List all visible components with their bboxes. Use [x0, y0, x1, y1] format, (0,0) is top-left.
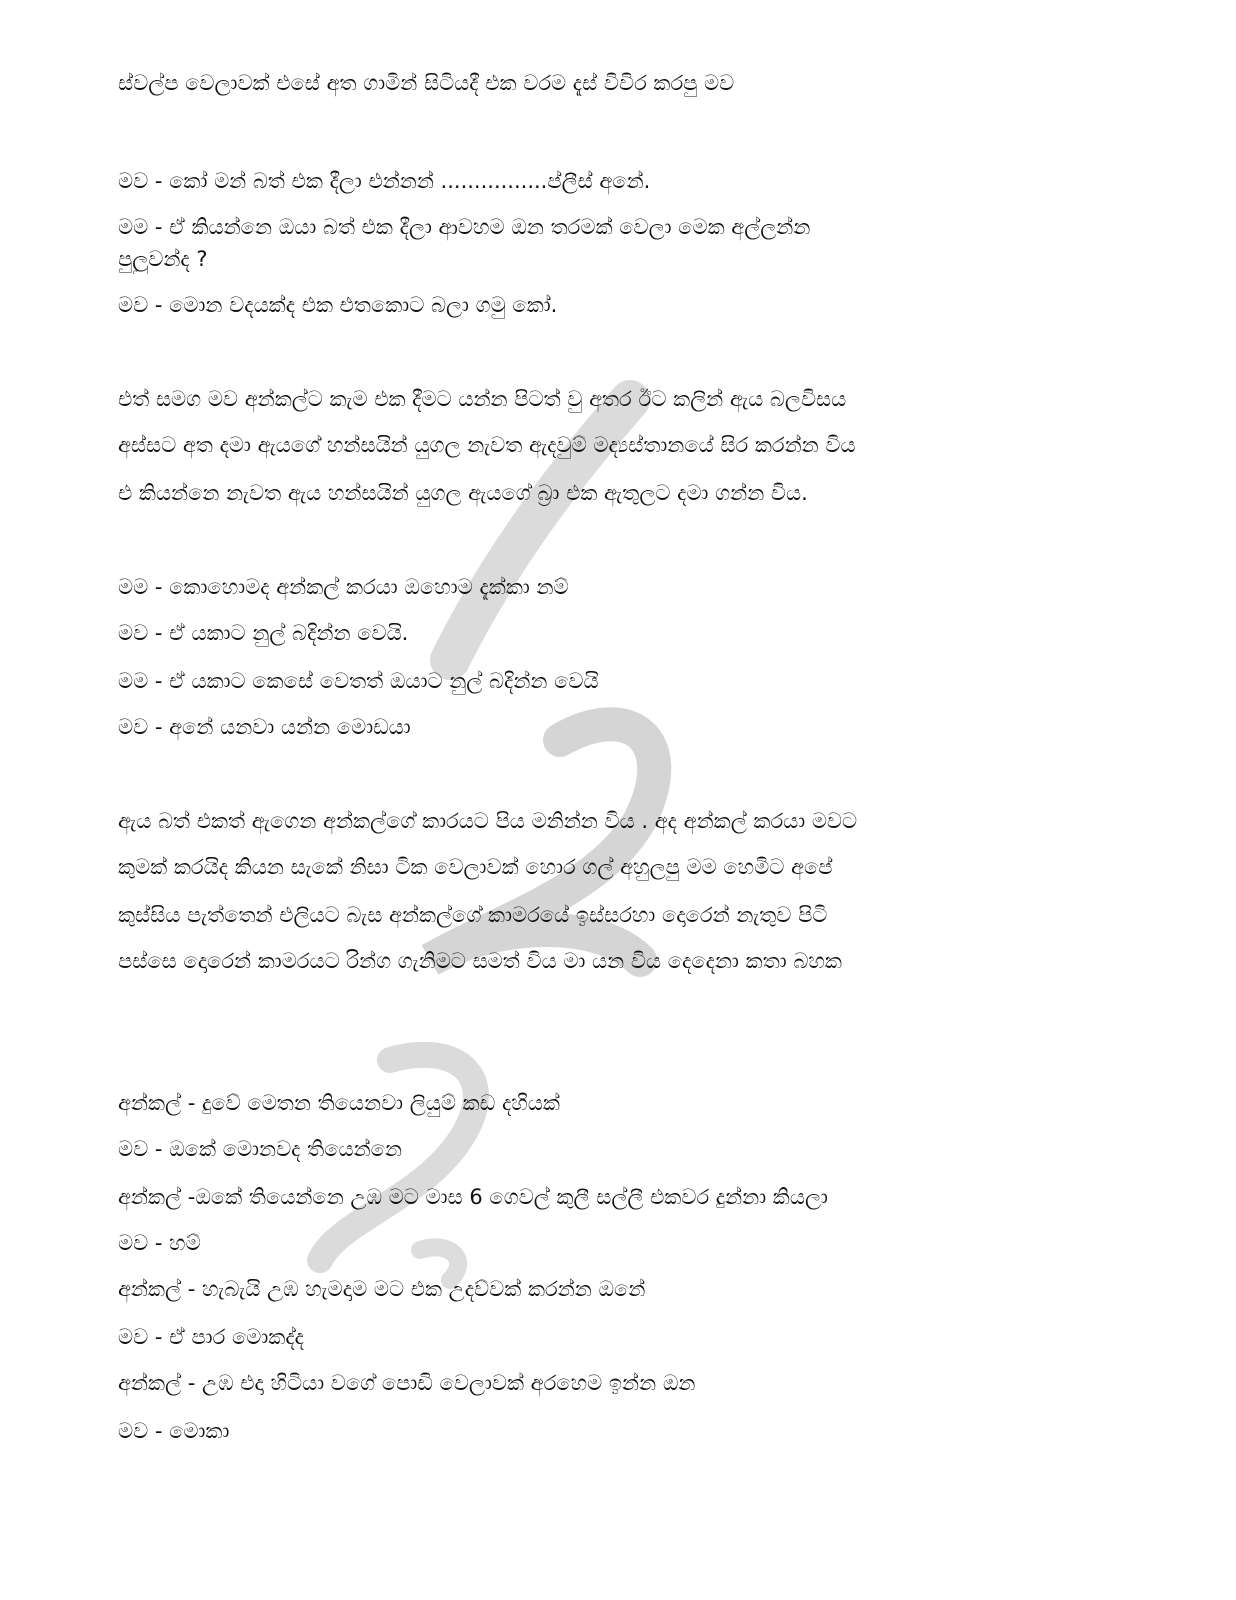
text-line-16: පස්සෙ දොරෙන් කාමරයට රින්ග ගැනිමට සමත් විය මා යන විය දෙදෙනා කතා බහක	[118, 949, 842, 973]
text-line-5: මව - මොන වදයක්ද එක එතකොට බලා ගමු කෝ.	[118, 293, 558, 317]
text-line-20: මව - හම්	[118, 1231, 201, 1255]
text-line-4: පුලුවන්ද ?	[118, 247, 208, 271]
text-line-11: මම - ඒ යකාට කෙසේ වෙතත් ඔයාට නුල් බදින්න වෙයි	[118, 669, 599, 693]
text-line-17: අන්කල් - දුවේ මෙතන තියෙනවා ලියුම් කඩ දහියක්	[118, 1091, 560, 1115]
text-line-24: මව - මොකා	[118, 1419, 230, 1443]
text-line-22: මව - ඒ පාර මොකද්ද	[118, 1325, 304, 1349]
text-line-8: එ කියන්නෙ නැවත ඇය හන්සයින් යුගල ඇයගේ බ්‍රා එක ඇතුලට දමා ගන්න විය.	[118, 481, 808, 505]
text-line-6: එත් සමග මව අන්කල්ට කැම එක දීමට යන්න පිටත් වු අතර ඊට කලින් ඇය බලවිසය	[118, 387, 847, 411]
text-line-10: මව - ඒ යකාට නුල් බදින්න වෙයි.	[118, 621, 409, 645]
text-line-7: අස්සට අත දමා ඇයගේ හන්සයින් යුගල නැවත ඇදවුම් මද්‍යස්තානයේ සිර කරන්න විය	[118, 433, 856, 457]
text-line-2: මව - කෝ මන් බත් එක දීලා එන්නන් ................ප්ලීස් අනේ.	[118, 169, 651, 193]
text-line-23: අන්කල් - උඹ එදා හිටියා වගේ පොඩි වෙලාවක් අරහෙම ඉන්න ඔන	[118, 1371, 696, 1395]
text-line-9: මම - කොහොමද අන්කල් කරයා ඔහොම දැක්කා නම්	[118, 575, 569, 599]
text-line-21: අන්කල් - හැබැයි උඹ හැමදාම මට එක උදව්වක් කරන්න ඔනේ	[118, 1277, 646, 1301]
text-line-1: ස්වල්ප වෙලාවක් එසේ අත ගාමින් සිටියදී එක වරම දැස් විවිර කරපු මව	[118, 71, 735, 95]
text-line-14: කුමක් කරයිද කියන සැකේ නිසා ටික වෙලාවක් හොර ගල් අහුලපු මම හෙමිට අපේ	[118, 855, 833, 879]
text-line-15: කුස්සිය පැත්තෙන් එලියට බැස අන්කල්ගේ කාමරයේ ඉස්සරහා දොරෙන් නැතුව පිටි	[118, 903, 828, 927]
text-line-19: අන්කල් -ඔකේ තියෙන්නෙ උඹ මට මාස 6 ගෙවල් කුලී සල්ලී එකවර දුන්නා කියලා	[118, 1185, 828, 1209]
text-line-12: මව - අනේ යනවා යන්න මොඩයා	[118, 715, 411, 739]
text-line-13: ඇය බත් එකත් ඇගෙන අන්කල්ගේ කාරයට පිය මනින්න විය . අද අන්කල් කරයා මවට	[118, 809, 858, 833]
text-line-18: මව - ඔකේ මොනවද තියෙන්නෙ	[118, 1137, 403, 1161]
text-line-3: මම - ඒ කියන්නෙ ඔයා බත් එක දීලා ආවහම ඔන තරමක් වෙලා මෙක අල්ලන්න	[118, 215, 811, 239]
